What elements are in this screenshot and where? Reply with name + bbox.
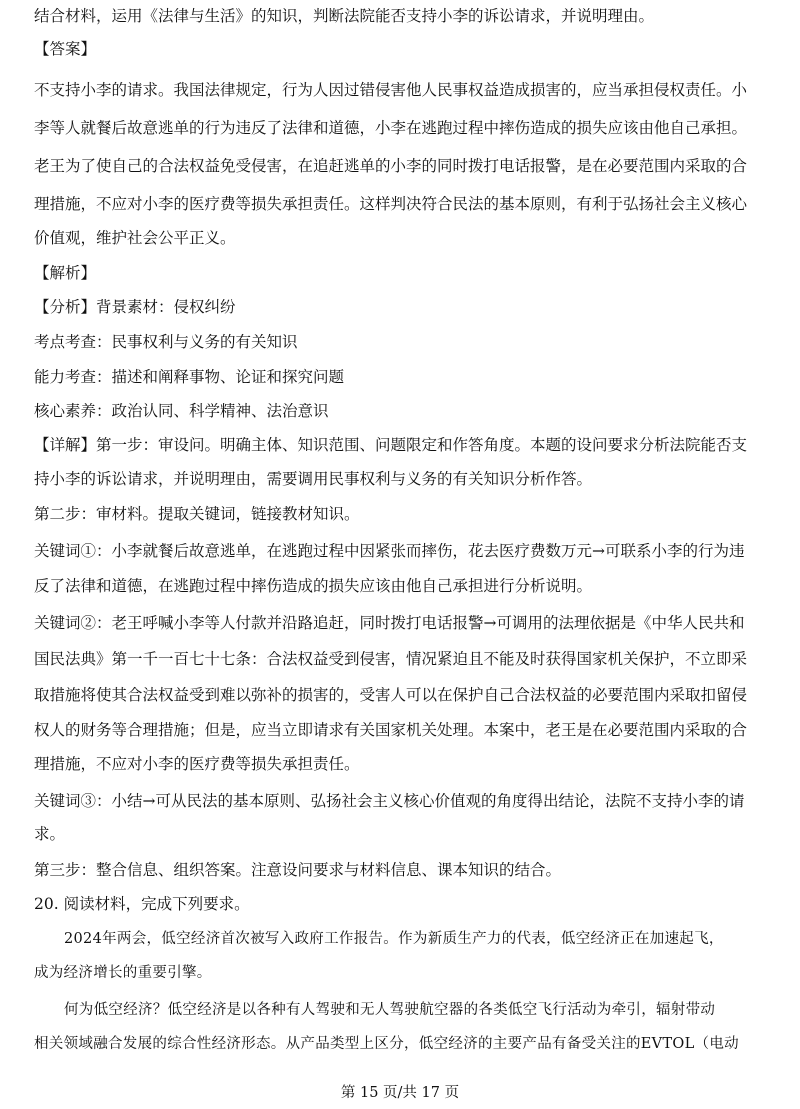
- answer-text-line-4: 理措施，不应对小李的医疗费等损失承担责任。这样判决符合民法的基本原则，有利于弘扬社会主义核心: [34, 195, 748, 213]
- answer-text-line-1: 不支持小李的请求。我国法律规定，行为人因过错侵害他人民事权益造成损害的，应当承担侵权责任。小: [34, 81, 748, 99]
- analysis-literacy-line: 核心素养：政治认同、科学精神、法治意识: [34, 402, 329, 420]
- analysis-heading: 【解析】: [34, 264, 97, 282]
- keyword2-line-5: 理措施，不应对小李的医疗费等损失承担责任。: [34, 755, 360, 773]
- keyword1-line-2: 反了法律和道德，在逃跑过程中摔伤造成的损失应该由他自己承担进行分析说明。: [34, 577, 593, 595]
- answer-text-line-3: 老王为了使自己的合法权益免受侵害，在追赶逃单的小李的同时拨打电话报警，是在必要范围内采取的合: [34, 157, 748, 175]
- material-paragraph2-line-2: 相关领域融合发展的综合性经济形态。从产品类型上区分，低空经济的主要产品有备受关注的EVTOL（电动: [34, 1036, 739, 1052]
- keyword3-line-2: 求。: [34, 825, 66, 843]
- answer-heading: 【答案】: [34, 40, 97, 58]
- detail-step1-line-1: 【详解】第一步：审设问。明确主体、知识范围、问题限定和作答角度。本题的设问要求分析法院能否支: [34, 436, 748, 454]
- keyword3-line-1: 关键词③：小结→可从民法的基本原则、弘扬社会主义核心价值观的角度得出结论，法院不支持小李的请: [34, 792, 745, 810]
- keyword2-line-1: 关键词②：老王呼喊小李等人付款并沿路追赶，同时拨打电话报警→可调用的法理依据是《中华人民共和: [34, 614, 745, 632]
- question-prompt-line: 结合材料，运用《法律与生活》的知识，判断法院能否支持小李的诉讼请求，并说明理由。: [34, 7, 655, 25]
- page-number: 第 15 页/共 17 页: [340, 1085, 460, 1101]
- analysis-topic-line: 考点考查：民事权利与义务的有关知识: [34, 333, 298, 351]
- keyword2-line-2: 国民法典》第一千一百七十七条：合法权益受到侵害，情况紧迫且不能及时获得国家机关保护，不立即采: [34, 650, 748, 668]
- answer-text-line-5: 价值观，维护社会公平正义。: [34, 229, 236, 247]
- keyword1-line-1: 关键词①：小李就餐后故意逃单，在逃跑过程中因紧张而摔伤，花去医疗费数万元→可联系小李的行为违: [34, 542, 745, 560]
- detail-step3-line: 第三步：整合信息、组织答案。注意设问要求与材料信息、课本知识的结合。: [34, 861, 562, 879]
- material-paragraph1-line-1: 2024年两会，低空经济首次被写入政府工作报告。作为新质生产力的代表，低空经济正在加速起飞，: [64, 931, 724, 947]
- question-20-heading: 20. 阅读材料，完成下列要求。: [34, 895, 250, 913]
- analysis-background-line: 【分析】背景素材：侵权纠纷: [34, 298, 236, 316]
- material-paragraph2-line-1: 何为低空经济？低空经济是以各种有人驾驶和无人驾驶航空器的各类低空飞行活动为牵引，辐射带动: [64, 1002, 716, 1018]
- keyword2-line-4: 权人的财务等合理措施；但是，应当立即请求有关国家机关处理。本案中，老王是在必要范围内采取的合: [34, 721, 748, 739]
- material-paragraph1-line-2: 成为经济增长的重要引擎。: [34, 965, 212, 981]
- answer-text-line-2: 李等人就餐后故意逃单的行为违反了法律和道德，小李在逃跑过程中摔伤造成的损失应该由他自己承担。: [34, 119, 748, 137]
- keyword2-line-3: 取措施将使其合法权益受到难以弥补的损害的，受害人可以在保护自己合法权益的必要范围内采取扣留侵: [34, 686, 748, 704]
- detail-step1-line-2: 持小李的诉讼请求，并说明理由，需要调用民事权利与义务的有关知识分析作答。: [34, 470, 593, 488]
- analysis-ability-line: 能力考查：描述和阐释事物、论证和探究问题: [34, 368, 345, 386]
- detail-step2-line: 第二步：审材料。提取关键词，链接教材知识。: [34, 505, 360, 523]
